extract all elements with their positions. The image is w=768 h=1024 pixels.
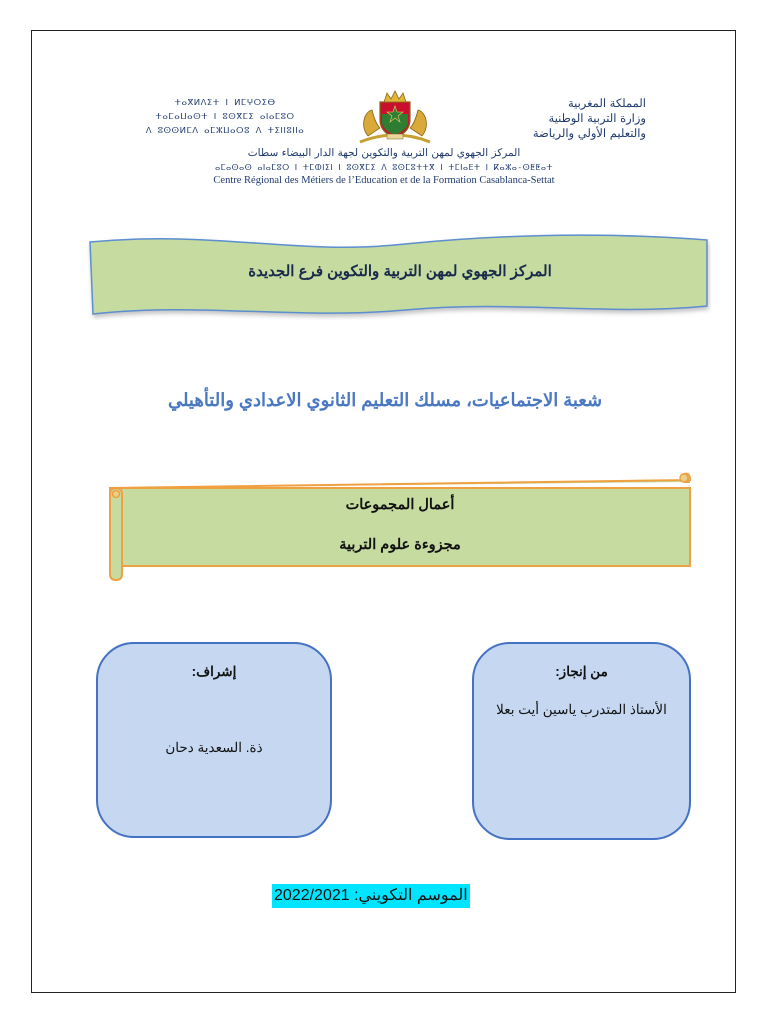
training-season: الموسم التكويني: 2022/2021 — [272, 884, 470, 908]
ministry-line: والتعليم الأولي والرياضة — [532, 126, 646, 140]
group-work-heading: أعمال المجموعات — [345, 497, 455, 513]
ministry-line: وزارة التربية الوطنية — [548, 111, 646, 125]
supervision-title: إشراف: — [191, 664, 237, 679]
regional-center-french: Centre Régional des Métiers de l’Education et de la Formation Casablanca-Settat — [213, 175, 555, 186]
prepared-by-box — [472, 642, 691, 840]
regional-center-tifinagh: ⴰⵎⴰⵙⴰⵙ ⴰⵏⴰⵎⵓⵔ ⵏ ⵜⵎⵀⵏⵉⵏ ⵏ ⵓⵙⴳⵎⵉ ⴷ ⵓⵙⵎⵓⵜⵜⴳ ⵏ ⵜⵎⵏⴰⴹⵜ ⵏ ⴽⴰⵣⴰ-ⵙⵟⵟⴰⵜ — [215, 163, 553, 172]
ministry-line: المملكة المغربية — [567, 96, 646, 110]
work-title-scroll — [100, 470, 700, 582]
ministry-name-arabic — [470, 96, 646, 141]
coat-of-arms-icon — [354, 88, 436, 144]
banner-title: المركز الجهوي لمهن التربية والتكوين فرع الجديدة — [248, 263, 552, 280]
trainee-name: الأستاذ المتدرب ياسين أيت بعلا — [496, 702, 667, 717]
ministry-line: ⵜⴰⵎⴰⵡⴰⵙⵜ ⵏ ⵓⵙⴳⵎⵉ ⴰⵏⴰⵎⵓⵔ — [155, 112, 295, 122]
ministry-name-tifinagh — [100, 96, 350, 138]
supervision-box — [96, 642, 332, 838]
ministry-line: ⵜⴰⴳⵍⴷⵉⵜ ⵏ ⵍⵎⵖⵔⵉⴱ — [174, 98, 276, 108]
ministry-line: ⴷ ⵓⵙⵙⵍⵎⴷ ⴰⵎⵣⵡⴰⵔⵓ ⴷ ⵜⵉⵏⵏⵓⵏⵏⴰ — [145, 126, 305, 136]
program-subtitle: شعبة الاجتماعيات، مسلك التعليم الثانوي الاعدادي والتأهيلي — [167, 390, 603, 410]
prepared-by-title: من إنجاز: — [555, 664, 608, 679]
supervisor-name: ذة. السعدية دحان — [165, 740, 263, 755]
module-name: مجزوءة علوم التربية — [339, 537, 461, 553]
regional-center-arabic: المركز الجهوي لمهن التربية والتكوين لجهة الدار البيضاء سطات — [247, 147, 521, 159]
